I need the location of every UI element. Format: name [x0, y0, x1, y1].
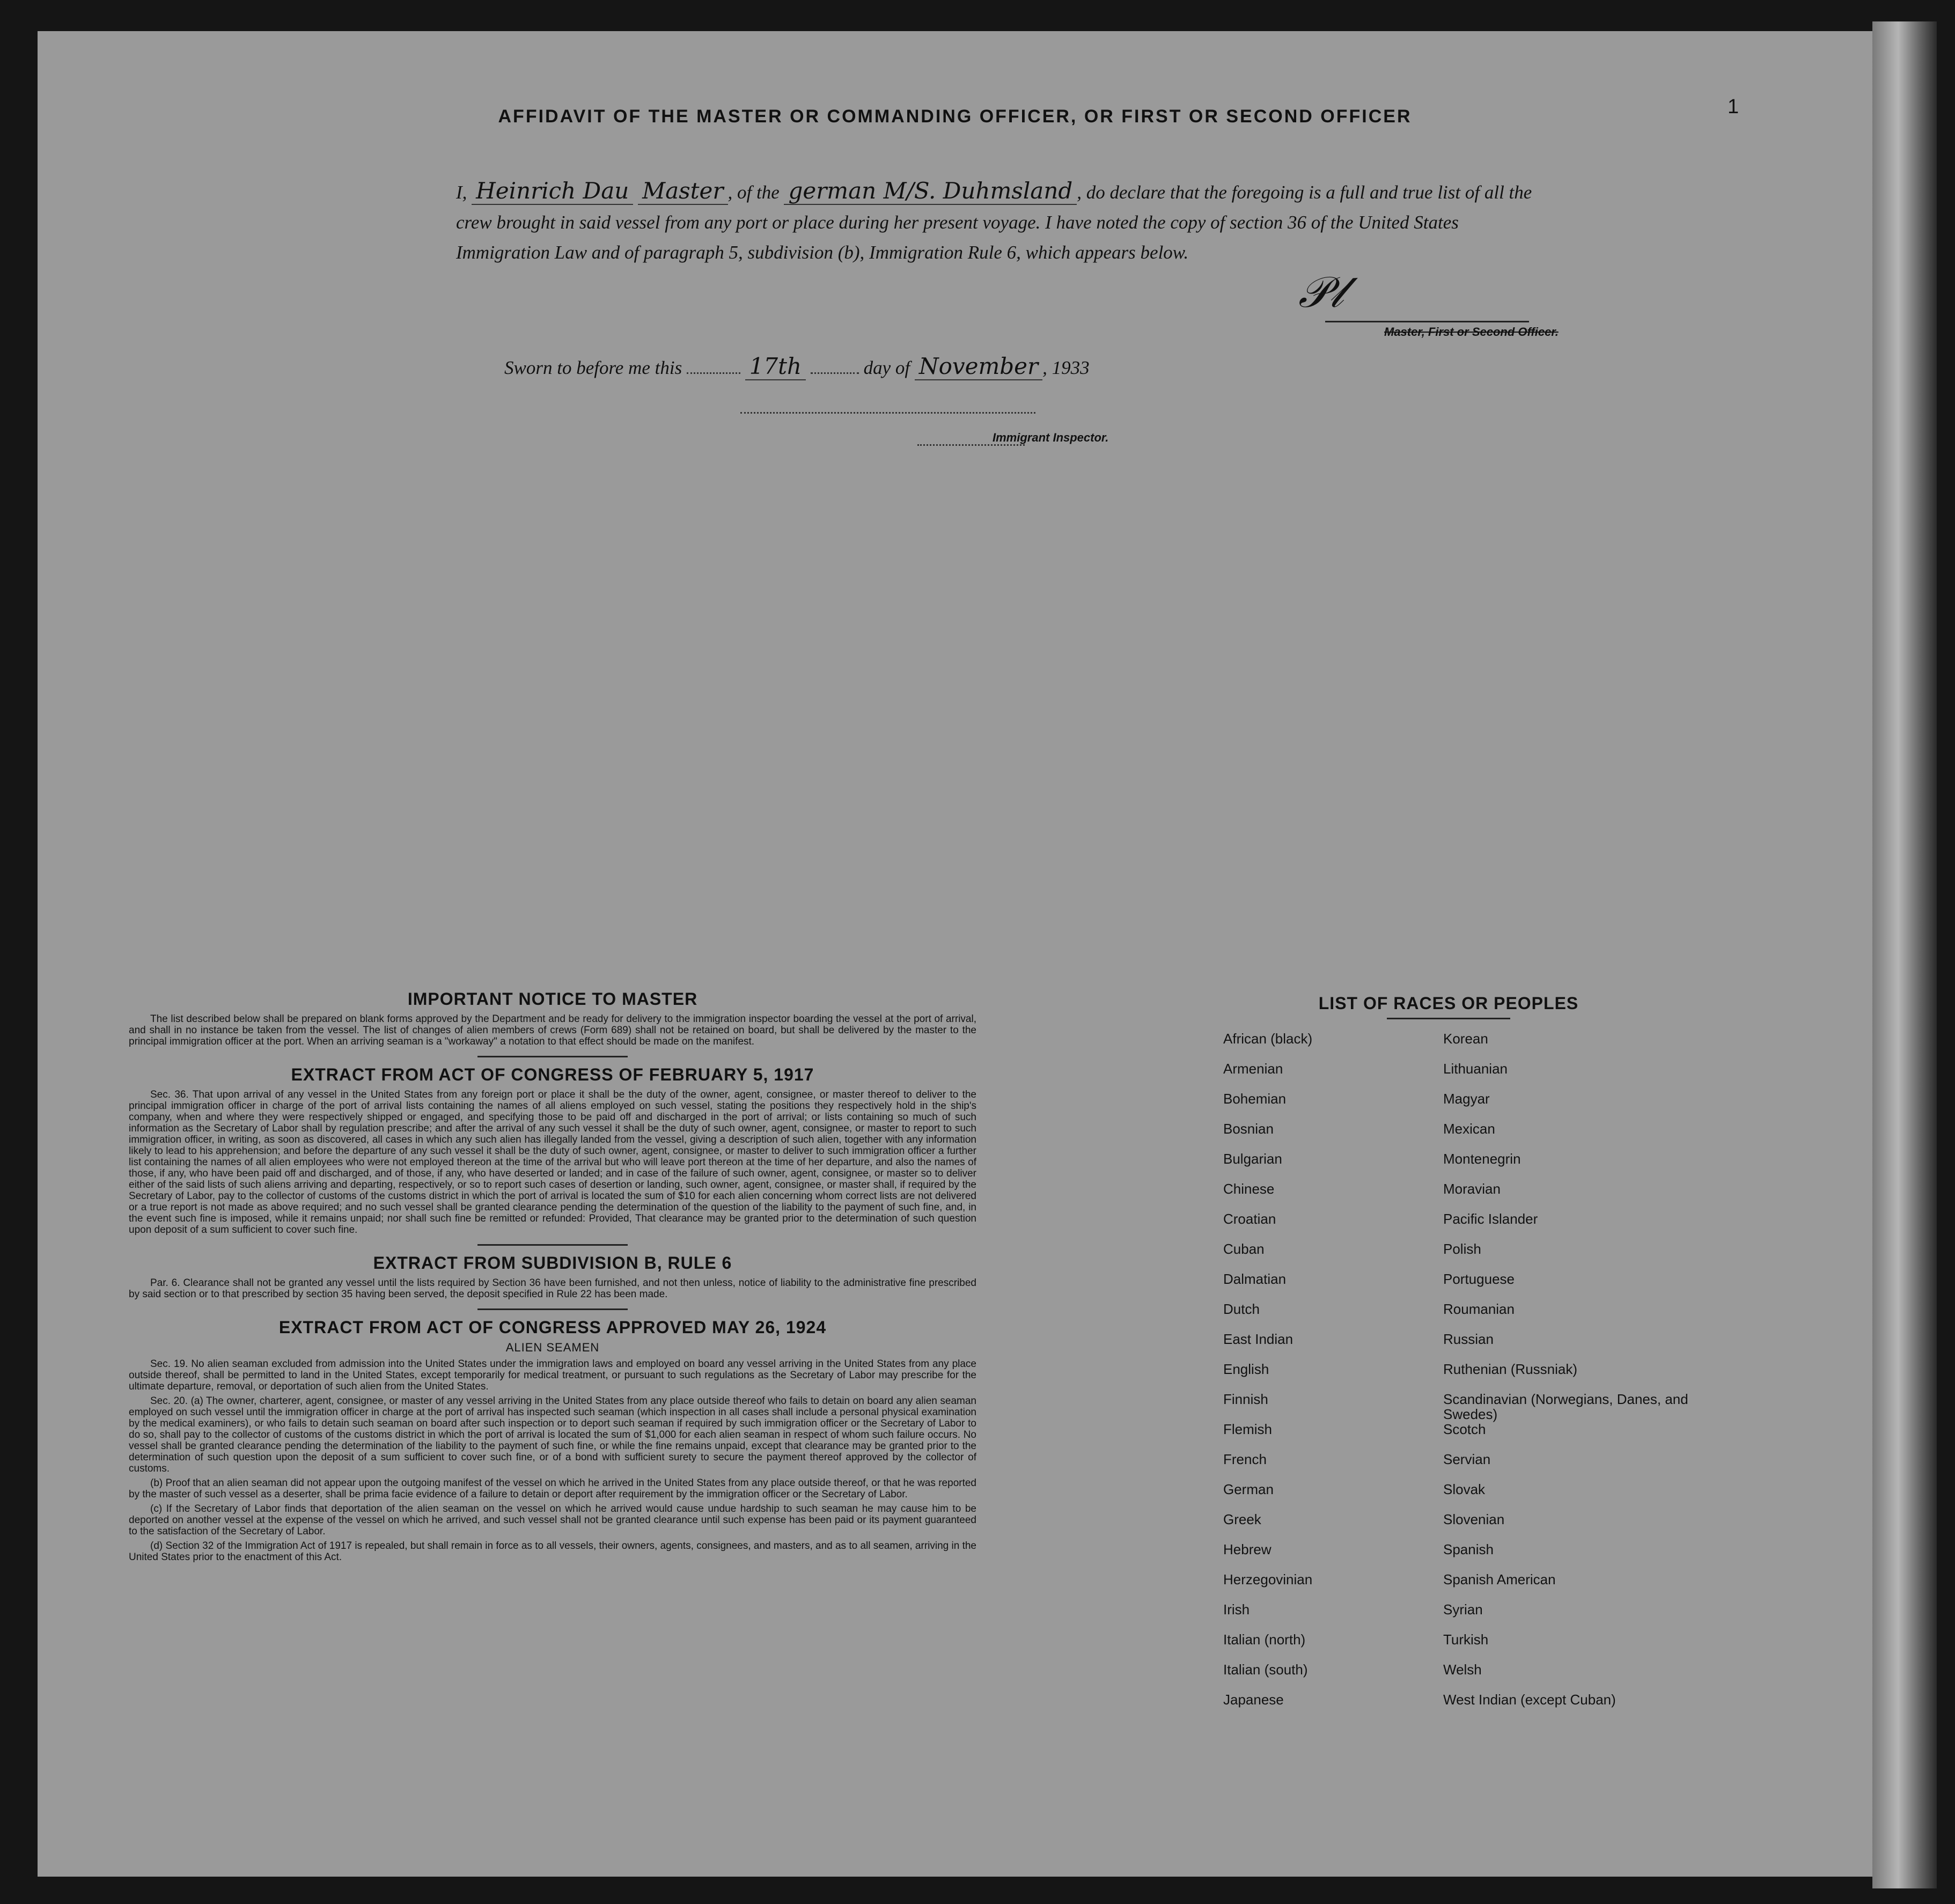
race-item: Armenian [1223, 1061, 1283, 1077]
race-item: Scandinavian (Norwegians, Danes, and Swedes) [1443, 1391, 1688, 1422]
extract-1924-subtitle: ALIEN SEAMEN [505, 1341, 600, 1354]
race-item: Korean [1443, 1031, 1488, 1047]
divider [1387, 1018, 1510, 1019]
race-item: Dalmatian [1223, 1271, 1287, 1287]
race-item: Bosnian [1223, 1121, 1274, 1137]
vessel-name: german M/S. Duhmsland [784, 178, 1077, 205]
signature: 𝒫𝓁 [1298, 267, 1344, 317]
extract-1924-p2: Sec. 20. (a) The owner, charterer, agent, consignee, or master of any vessel arriving in the United States from any place outside thereof who fails to detain on board any alien seaman employed on such vessel until the immigration officer in charge at the port of arrival has inspected such seaman (which inspection in all cases shall include a personal physical examination by the medical examiners), or who fails to detain such seaman on board after such inspection or to deport such seaman if required by such immigration officer or the Secretary of Labor to do so, shall pay to the collector of customs of the customs district in which the port of arrival is located the sum of $1,000 for each alien seaman in respect of whom such failure occurs. No vessel shall be granted clearance pending the determination of the liability to the payment of such fine, or while the fine remains unpaid, except that clearance may be granted prior to the determination of such question upon the deposit of a sum sufficient to cover such fine, or of a bond with sufficient surety to secure the payment thereof approved by the collector of customs. [129, 1395, 976, 1474]
race-item: Welsh [1443, 1662, 1482, 1678]
inspector-signature-line [740, 412, 1035, 414]
race-item: Magyar [1443, 1091, 1490, 1107]
races-list [1180, 986, 1717, 1739]
rule6-title: EXTRACT FROM SUBDIVISION B, RULE 6 [373, 1253, 732, 1273]
notice-section [129, 986, 976, 1566]
extract-1924-p1: Sec. 19. No alien seaman excluded from admission into the United States under the immigration laws and employed on board any vessel arriving in the United States from any place outside thereof, shall be permitted to land in the United States, except temporarily for medical treatment, or pursuant to such regulations as the Secretary of Labor may prescribe for the ultimate departure, removal, or deportation of such alien from the United States. [129, 1358, 976, 1392]
race-item: Syrian [1443, 1601, 1483, 1618]
divider [477, 1056, 628, 1057]
extract-1924-p4: (c) If the Secretary of Labor finds that deportation of the alien seaman on the vessel on which he arrived would cause undue hardship to such seaman he may cause him to be deported on another vessel at the expense of the vessel on which he arrived, and such vessel shall not be granted clearance until such expense has been paid or its payment guaranteed to the satisfaction of the Secretary of Labor. [129, 1503, 976, 1537]
day-of-text: day of [863, 357, 910, 378]
race-item: Finnish [1223, 1391, 1268, 1407]
race-item: Cuban [1223, 1241, 1265, 1257]
sworn-text: Sworn to before me this [504, 357, 682, 378]
signature-line [1325, 321, 1529, 322]
extract-1924-p3: (b) Proof that an alien seaman did not appear upon the outgoing manifest of the vessel on which he arrived in the United States from any place outside thereof, or that he was reported by the master of such vessel as a deserter, shall be prima facie evidence of a failure to detain or deport after requirement by the immigration officer or the Secretary of Labor. [129, 1477, 976, 1500]
master-name: Heinrich Dau [472, 178, 633, 205]
text-i: I, [456, 182, 467, 203]
race-item: Bohemian [1223, 1091, 1287, 1107]
race-item: Montenegrin [1443, 1151, 1521, 1167]
binder-edge [1872, 21, 1937, 1888]
extract-1917-title: EXTRACT FROM ACT OF CONGRESS OF FEBRUARY 5, 1917 [291, 1065, 814, 1084]
race-item: English [1223, 1361, 1269, 1377]
text-declare: , do declare that the foregoing is a full and true list of all the crew brought in said vessel from any port or place during her present voyage. I have noted the copy of section 36 of the United States Immigration Law and of paragraph 5, subdivision (b), Immigration Rule 6, which appears below. [456, 182, 1532, 263]
signature-label: Master, First or Second Officer. [1384, 325, 1559, 339]
race-item: Lithuanian [1443, 1061, 1508, 1077]
race-item: Croatian [1223, 1211, 1276, 1227]
dotted-leader [687, 372, 740, 374]
race-item: East Indian [1223, 1331, 1293, 1347]
race-item: Portuguese [1443, 1271, 1515, 1287]
affidavit-title: AFFIDAVIT OF THE MASTER OR COMMANDING OFFICER, OR FIRST OR SECOND OFFICER [498, 106, 1412, 127]
race-item: Moravian [1443, 1181, 1501, 1197]
race-item: Spanish [1443, 1541, 1494, 1557]
race-item: Ruthenian (Russniak) [1443, 1361, 1578, 1377]
race-item: Spanish American [1443, 1571, 1556, 1587]
sworn-year: , 1933 [1042, 357, 1090, 378]
extract-1924-title: EXTRACT FROM ACT OF CONGRESS APPROVED MAY 26, 1924 [278, 1318, 827, 1337]
rule6-body: Par. 6. Clearance shall not be granted any vessel until the lists required by Section 36 have been furnished, and not then unless, notice of liability to the administrative fine prescribed by said section or to that prescribed by section 35 having been served, the deposit specified in Rule 22 has been made. [129, 1277, 976, 1300]
race-item: Russian [1443, 1331, 1494, 1347]
race-item: Italian (north) [1223, 1631, 1306, 1648]
races-title: LIST OF RACES OR PEOPLES [1318, 994, 1579, 1013]
extract-1924-p5: (d) Section 32 of the Immigration Act of 1917 is repealed, but shall remain in force as to all vessels, their owners, agents, consignees, and masters, and as to all seamen, arriving in the United States prior to the enactment of this Act. [129, 1540, 976, 1563]
divider [477, 1244, 628, 1246]
race-item: Japanese [1223, 1692, 1284, 1708]
text-of-the: , of the [727, 182, 780, 203]
race-item: Chinese [1223, 1181, 1275, 1197]
affidavit-text [456, 176, 1540, 268]
divider [477, 1308, 628, 1310]
races-columns [1180, 1031, 1717, 1739]
race-item: French [1223, 1451, 1267, 1467]
race-item: Hebrew [1223, 1541, 1272, 1557]
race-item: Mexican [1443, 1121, 1495, 1137]
race-item: Flemish [1223, 1421, 1273, 1437]
page-number: 1 [1728, 95, 1739, 118]
race-item: Greek [1223, 1511, 1261, 1527]
race-item: German [1223, 1481, 1274, 1497]
race-item: Polish [1443, 1241, 1481, 1257]
race-item: Scotch [1443, 1421, 1486, 1437]
race-item: Irish [1223, 1601, 1250, 1618]
race-item: Slovenian [1443, 1511, 1505, 1527]
extract-1917-body: Sec. 36. That upon arrival of any vessel in the United States from any foreign port or place it shall be the duty of the owner, agent, consignee, or master thereof to deliver to the principal immigration officer in charge of the port of arrival lists containing the names of all aliens employed on such vessel, stating the positions they respectively hold in the ship's company, when and where they were respectively shipped or engaged, and specifying those to be paid off and discharged in the port of arrival; or lists containing so much of such information as the Secretary of Labor shall by regulation prescribe; and after the arrival of any such vessel it shall be the duty of such owner, agent, consignee, or master to report to such immigration officer, in writing, as soon as discovered, all cases in which any such alien has illegally landed from the vessel, giving a description of such alien, together with any information likely to lead to his apprehension; and before the departure of any such vessel it shall be the duty of such owner, agent, consignee, or master to deliver to such immigration officer a further list containing the names of all alien employees who were not employed thereon at the time of the arrival but who will leave port thereon at the time of her departure, and also the names of those, if any, who have been paid off and discharged, and of those, if any, who have deserted or landed; and in case of the failure of such owner, agent, consignee, or master so to deliver either of the said lists of such aliens arriving and departing, respectively, or so to report such cases of desertion or landing, such owner, agent, consignee, or master shall, if required by the Secretary of Labor, pay to the collector of customs of the customs district in which the port of arrival is located the sum of $10 for each alien concerning whom correct lists are not delivered or a true report is not made as above required; and no such vessel shall be granted clearance pending the determination of the question of the liability to the payment of such fine, and, in the event such fine is imposed, while it remains unpaid; nor shall such fine be remitted or refunded: Provided, That clearance may be granted prior to the determination of such question upon deposit of a sum sufficient to cover such fine. [129, 1089, 976, 1236]
inspector-label: Immigrant Inspector. [993, 431, 1109, 444]
races-column-2 [1443, 1031, 1717, 1722]
race-item: Slovak [1443, 1481, 1486, 1497]
sworn-line [504, 353, 1090, 379]
race-item: Herzegovinian [1223, 1571, 1313, 1587]
race-item: Turkish [1443, 1631, 1489, 1648]
race-item: Italian (south) [1223, 1662, 1308, 1678]
race-item: Servian [1443, 1451, 1491, 1467]
notice-title: IMPORTANT NOTICE TO MASTER [407, 989, 698, 1009]
notice-body: The list described below shall be prepared on blank forms approved by the Department and be ready for delivery to the immigration inspector boarding the vessel at the port of arrival, and shall in no instance be taken from the vessel. The list of changes of alien members of crews (Form 689) shall not be retained on board, but shall be delivered by the master to the principal immigration officer at the port. When an arriving seaman is a "workaway" a notation to that effect should be made on the manifest. [129, 1013, 976, 1047]
race-item: Dutch [1223, 1301, 1260, 1317]
sworn-day: 17th [745, 353, 806, 380]
document-page [38, 31, 1872, 1877]
race-item: African (black) [1223, 1031, 1313, 1047]
race-item: West Indian (except Cuban) [1443, 1692, 1616, 1708]
race-item: Roumanian [1443, 1301, 1515, 1317]
race-item: Pacific Islander [1443, 1211, 1538, 1227]
sworn-month: November [915, 353, 1042, 380]
dotted-leader [811, 372, 859, 374]
race-item: Bulgarian [1223, 1151, 1282, 1167]
races-column-1 [1223, 1031, 1312, 1722]
master-rank: Master [638, 178, 727, 205]
